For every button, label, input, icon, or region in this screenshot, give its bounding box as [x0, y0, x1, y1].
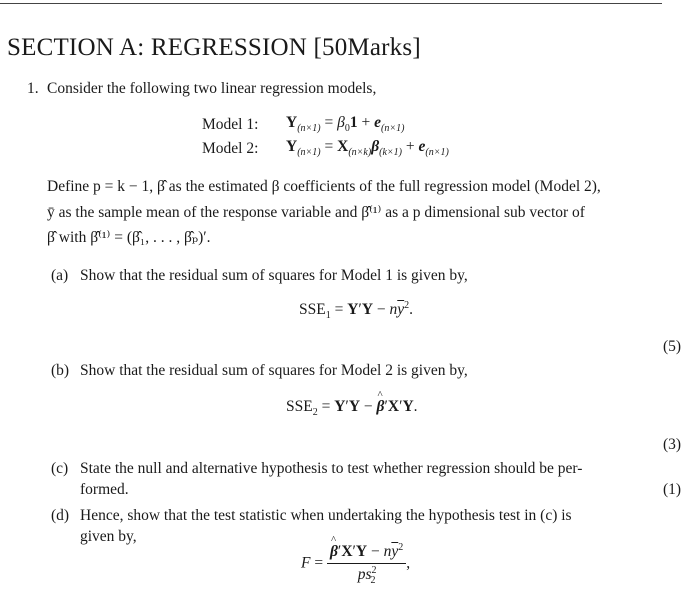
part-b-formula: $SSE_2 = Y'Y$ − ^ β′X′Y.: [286, 398, 418, 416]
question-intro: Consider the following two linear regression models,: [47, 80, 377, 97]
part-a-label: (a): [51, 267, 69, 284]
part-c-label: (c): [51, 460, 69, 477]
part-d-formula: F = ^ $\frac{\beta'X'Y - n\overline{y}^2}{ps^2_2}$ ,: [301, 543, 410, 584]
part-d-label: (d): [51, 507, 70, 524]
model1-equation: $Y_{(n\times 1)} = \beta_01 + e_{(n\times 1)}$: [286, 114, 405, 135]
part-c-marks: (1): [663, 481, 682, 498]
question-number: 1.: [27, 80, 39, 97]
define-line-2: ȳ as the sample mean of the response variable and β̂⁽¹⁾ as a p dimensional sub vector of: [47, 204, 585, 221]
top-rule: [0, 3, 662, 4]
define-line-1: Define p = k − 1, β̂ as the estimated β coefficients of the full regression model (Model 2),: [47, 178, 601, 195]
part-c-text-line-2: formed.: [80, 481, 129, 498]
model1-label: Model 1:: [202, 116, 259, 133]
part-b-label: (b): [51, 362, 70, 379]
part-a-formula: $SSE_1 = Y'Y - n\overline{y}^2$.: [299, 299, 414, 322]
model2-label: Model 2:: [202, 140, 259, 157]
part-d-text-line-1: Hence, show that the test statistic when undertaking the hypothesis test in (c) is: [80, 507, 572, 524]
f-statistic-fraction: ^ $\frac{\beta'X'Y - n\overline{y}^2}{ps^2_2}$: [327, 543, 406, 584]
part-c-text-line-1: State the null and alternative hypothesis to test whether regression should be per-: [80, 460, 583, 477]
define-line-3: β̂ with β̂⁽¹⁾ = (β̂₁, . . . , β̂ₚ)′.: [47, 229, 211, 246]
part-a-marks: (5): [663, 338, 682, 355]
part-d-text-line-2: given by,: [80, 528, 137, 545]
part-b-marks: (3): [663, 436, 682, 453]
section-title: SECTION A: REGRESSION [50Marks]: [7, 34, 421, 61]
model2-equation: $Y_{(n\times 1)} = X_{(n\times k)}\beta_{(k\times 1)} + e_{(n\times 1)}$: [286, 138, 449, 159]
part-a-text: Show that the residual sum of squares for Model 1 is given by,: [80, 267, 468, 284]
part-b-text: Show that the residual sum of squares for Model 2 is given by,: [80, 362, 468, 379]
